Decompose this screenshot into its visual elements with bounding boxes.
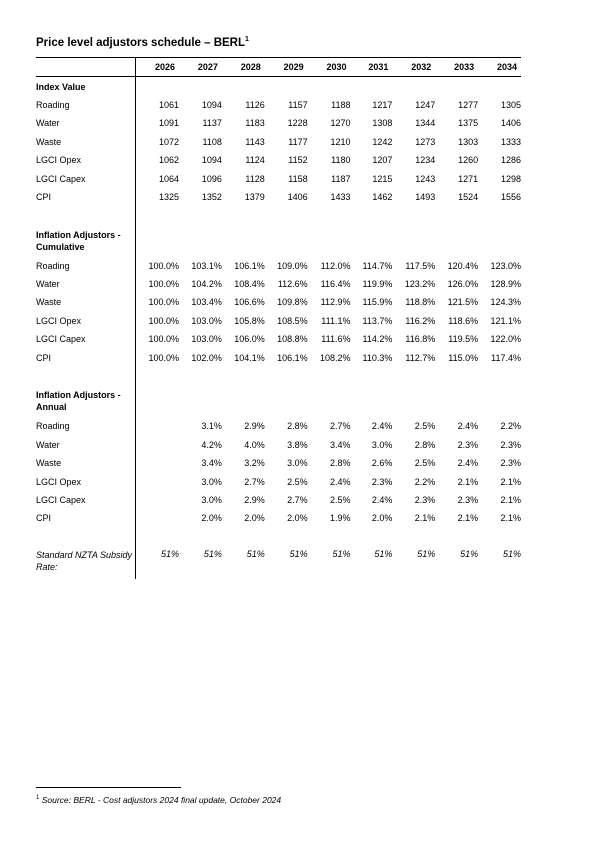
page-title <box>36 36 249 49</box>
value-cell: 109.8% <box>277 297 308 308</box>
value-cell: 1091 <box>159 118 180 129</box>
value-cell: 106.0% <box>234 334 265 345</box>
title-footnote-ref: 1 <box>245 36 249 43</box>
value-cell: 3.0% <box>287 458 308 469</box>
section-heading-row <box>36 225 521 257</box>
value-cell: 1247 <box>415 99 436 110</box>
empty-cell <box>308 385 351 417</box>
subsidy-rate-cell: 51% <box>246 548 265 559</box>
value-cell: 106.6% <box>234 297 265 308</box>
empty-cell <box>179 77 222 96</box>
empty-cell <box>350 385 392 417</box>
empty-cell <box>222 385 265 417</box>
empty-cell <box>435 367 478 385</box>
value-cell: 114.2% <box>362 334 393 345</box>
value-cell: 2.6% <box>371 458 393 469</box>
value-cell: 1303 <box>458 136 479 147</box>
row-label: Waste <box>36 454 136 472</box>
subsidy-rate-label: Standard NZTA Subsidy Rate: <box>36 546 136 579</box>
row-label: Roading <box>36 96 136 114</box>
value-cell: 2.1% <box>457 513 479 524</box>
section-heading: Inflation Adjustors - Annual <box>36 385 136 417</box>
row-label: LGCI Opex <box>36 151 136 169</box>
value-cell: 3.2% <box>244 458 265 469</box>
value-cell: 109.0% <box>277 260 308 271</box>
empty-cell <box>350 206 392 224</box>
value-cell: 120.4% <box>447 260 479 271</box>
table-row <box>36 454 521 472</box>
value-cell: 113.7% <box>362 315 393 326</box>
subsidy-rate-cell: 51% <box>332 548 351 559</box>
table-row <box>36 133 521 151</box>
empty-cell <box>222 77 265 96</box>
value-cell: 1493 <box>415 191 436 202</box>
value-cell: 1062 <box>159 155 180 166</box>
value-cell: 1273 <box>415 136 436 147</box>
subsidy-rate-row <box>36 546 521 579</box>
value-cell: 114.7% <box>362 260 393 271</box>
value-cell: 1234 <box>415 155 436 166</box>
value-cell: 100.0% <box>148 260 180 271</box>
empty-cell <box>222 367 265 385</box>
value-cell: 3.4% <box>201 458 222 469</box>
value-cell: 2.4% <box>371 495 393 505</box>
value-cell: 1157 <box>288 99 308 110</box>
value-cell: 1188 <box>331 99 351 110</box>
empty-cell <box>392 225 435 257</box>
value-cell: 3.8% <box>287 439 308 450</box>
value-cell: 1061 <box>159 99 180 110</box>
value-cell: 118.8% <box>405 297 436 308</box>
value-cell: 1228 <box>287 118 308 129</box>
table-row <box>36 436 521 454</box>
title-text: Price level adjustors schedule – BERL <box>36 36 245 49</box>
value-cell: 3.1% <box>201 421 222 432</box>
value-cell: 1308 <box>372 118 393 129</box>
row-label: LGCI Opex <box>36 312 136 330</box>
subsidy-rate-cell: 51% <box>203 548 222 559</box>
value-cell: 100.0% <box>148 315 180 326</box>
table-row <box>36 96 521 114</box>
year-header: 2029 <box>265 58 308 77</box>
table-row <box>36 188 521 206</box>
empty-cell <box>222 225 265 257</box>
table-row <box>36 348 521 366</box>
value-cell: 103.0% <box>191 315 222 326</box>
spacer-row <box>36 206 521 224</box>
value-cell: 1158 <box>288 173 308 184</box>
value-cell: 121.5% <box>447 297 479 308</box>
value-cell: 2.3% <box>500 439 521 450</box>
empty-cell <box>478 367 521 385</box>
value-cell: 2.1% <box>500 513 521 524</box>
value-cell: 1406 <box>500 118 521 129</box>
value-cell: 123.2% <box>404 279 436 290</box>
value-cell: 123.0% <box>490 260 521 271</box>
subsidy-rate-cell: 51% <box>417 548 436 559</box>
empty-cell <box>308 528 351 546</box>
value-cell: 2.0% <box>287 513 308 524</box>
row-label: CPI <box>36 188 136 206</box>
table-row <box>36 472 521 490</box>
row-label: Roading <box>36 417 136 435</box>
value-cell: 1064 <box>159 173 180 184</box>
value-cell <box>136 436 180 454</box>
table-row <box>36 293 521 311</box>
empty-cell <box>179 528 222 546</box>
value-cell: 1524 <box>458 191 479 202</box>
value-cell: 116.8% <box>405 334 436 345</box>
value-cell: 117.4% <box>491 352 521 363</box>
table-row <box>36 257 521 275</box>
value-cell: 112.0% <box>320 260 351 271</box>
row-label: CPI <box>36 348 136 366</box>
header-label-cell <box>36 58 136 77</box>
value-cell: 2.5% <box>414 421 436 432</box>
value-cell: 108.8% <box>277 334 308 345</box>
value-cell: 100.0% <box>148 352 180 363</box>
value-cell: 1126 <box>245 99 265 110</box>
value-cell: 2.3% <box>414 495 436 505</box>
value-cell: 1152 <box>288 155 308 166</box>
value-cell: 1217 <box>372 99 393 110</box>
row-label: Water <box>36 114 136 132</box>
empty-cell <box>435 528 478 546</box>
value-cell: 119.5% <box>448 334 479 345</box>
value-cell: 1270 <box>330 118 351 129</box>
value-cell: 1183 <box>245 118 265 129</box>
value-cell <box>136 472 180 490</box>
value-cell: 1556 <box>500 191 521 202</box>
value-cell: 121.1% <box>490 315 521 326</box>
value-cell: 116.4% <box>320 279 351 290</box>
value-cell: 1352 <box>201 191 222 202</box>
value-cell: 119.9% <box>362 279 393 290</box>
row-label: Water <box>36 436 136 454</box>
empty-cell <box>265 367 308 385</box>
value-cell <box>136 454 180 472</box>
empty-cell <box>265 528 308 546</box>
empty-cell <box>435 225 478 257</box>
value-cell: 103.0% <box>191 334 222 345</box>
table-row <box>36 330 521 348</box>
section-heading: Index Value <box>36 77 136 96</box>
row-label: Waste <box>36 293 136 311</box>
empty-cell <box>435 385 478 417</box>
empty-cell <box>308 225 351 257</box>
value-cell: 1137 <box>202 118 222 129</box>
value-cell: 118.6% <box>448 315 479 326</box>
value-cell: 111.6% <box>321 334 351 345</box>
value-cell: 1344 <box>415 118 436 129</box>
value-cell: 1094 <box>201 99 222 110</box>
value-cell: 126.0% <box>447 279 479 290</box>
empty-cell <box>478 385 521 417</box>
row-label: LGCI Opex <box>36 472 136 490</box>
empty-cell <box>350 225 392 257</box>
table-row <box>36 169 521 187</box>
price-adjustors-table <box>36 57 521 579</box>
empty-cell <box>392 367 435 385</box>
value-cell: 103.4% <box>191 297 222 308</box>
empty-cell <box>392 77 435 96</box>
value-cell: 2.4% <box>457 421 479 432</box>
row-label: LGCI Capex <box>36 169 136 187</box>
value-cell: 1406 <box>287 191 308 202</box>
value-cell: 100.0% <box>148 297 180 308</box>
year-header: 2034 <box>478 58 521 77</box>
value-cell: 1215 <box>372 173 393 184</box>
value-cell: 100.0% <box>148 334 180 345</box>
year-header: 2030 <box>308 58 351 77</box>
value-cell: 2.4% <box>371 421 393 432</box>
value-cell: 3.0% <box>201 495 222 505</box>
value-cell: 117.5% <box>405 260 436 271</box>
value-cell: 1305 <box>500 99 521 110</box>
value-cell: 3.0% <box>371 439 393 450</box>
table-row <box>36 509 521 527</box>
value-cell: 1333 <box>500 136 521 147</box>
empty-cell <box>179 367 222 385</box>
table-row <box>36 312 521 330</box>
value-cell: 2.7% <box>287 495 308 505</box>
value-cell: 1096 <box>201 173 222 184</box>
value-cell: 100.0% <box>148 279 180 290</box>
row-label: LGCI Capex <box>36 330 136 348</box>
value-cell: 103.1% <box>191 260 222 271</box>
footnote-ref: 1 <box>36 795 40 802</box>
value-cell: 2.7% <box>244 476 265 487</box>
footnote-text: Source: BERL - Cost adjustors 2024 final update, October 2024 <box>41 795 282 805</box>
spacer-row <box>36 367 521 385</box>
empty-cell <box>136 225 180 257</box>
value-cell: 105.8% <box>234 315 265 326</box>
row-label: Waste <box>36 133 136 151</box>
value-cell <box>136 509 180 527</box>
section-heading: Inflation Adjustors - Cumulative <box>36 225 136 257</box>
value-cell: 2.4% <box>329 476 351 487</box>
value-cell: 1177 <box>288 136 308 147</box>
value-cell: 116.2% <box>405 315 436 326</box>
year-header: 2031 <box>350 58 392 77</box>
value-cell: 1108 <box>202 136 222 147</box>
value-cell: 1325 <box>159 191 180 202</box>
value-cell: 1128 <box>245 173 265 184</box>
empty-cell <box>478 528 521 546</box>
empty-cell <box>265 385 308 417</box>
empty-cell <box>265 225 308 257</box>
table-row <box>36 151 521 169</box>
value-cell: 1277 <box>458 99 479 110</box>
value-cell <box>136 491 180 509</box>
empty-cell <box>222 528 265 546</box>
value-cell: 2.9% <box>244 495 265 505</box>
empty-cell <box>478 225 521 257</box>
value-cell: 1.9% <box>329 513 351 524</box>
value-cell: 115.9% <box>362 297 393 308</box>
value-cell: 2.5% <box>329 495 351 505</box>
value-cell: 1379 <box>244 191 265 202</box>
value-cell: 1462 <box>372 191 393 202</box>
value-cell: 2.5% <box>414 458 436 469</box>
value-cell: 1210 <box>330 136 351 147</box>
subsidy-rate-cell: 51% <box>289 548 308 559</box>
empty-cell <box>350 528 392 546</box>
value-cell: 2.3% <box>457 439 479 450</box>
row-label: CPI <box>36 509 136 527</box>
empty-cell <box>136 367 180 385</box>
value-cell: 108.4% <box>234 279 265 290</box>
subsidy-rate-cell: 51% <box>460 548 479 559</box>
year-header: 2026 <box>136 58 180 77</box>
value-cell: 122.0% <box>490 334 521 345</box>
value-cell: 2.0% <box>201 513 222 524</box>
value-cell: 3.4% <box>329 439 351 450</box>
empty-cell <box>308 206 351 224</box>
row-label: Roading <box>36 257 136 275</box>
value-cell: 1433 <box>330 191 351 202</box>
value-cell: 1143 <box>245 136 265 147</box>
value-cell: 2.9% <box>244 421 265 432</box>
value-cell: 112.6% <box>277 279 308 290</box>
empty-cell <box>392 206 435 224</box>
footnote <box>36 795 281 805</box>
value-cell: 2.7% <box>329 421 351 432</box>
empty-cell <box>222 206 265 224</box>
empty-cell <box>179 206 222 224</box>
year-header-row <box>36 58 521 77</box>
value-cell: 102.0% <box>191 352 222 363</box>
value-cell: 112.9% <box>320 297 351 308</box>
row-label: Water <box>36 275 136 293</box>
value-cell: 2.8% <box>414 439 436 450</box>
value-cell: 2.5% <box>287 476 308 487</box>
section-heading-row <box>36 385 521 417</box>
value-cell: 3.0% <box>201 476 222 487</box>
value-cell: 2.1% <box>414 513 436 524</box>
value-cell: 4.0% <box>244 439 265 450</box>
value-cell: 1072 <box>159 136 180 147</box>
subsidy-rate-cell: 51% <box>502 548 521 559</box>
section-heading-row <box>36 77 521 96</box>
value-cell: 2.2% <box>414 476 436 487</box>
subsidy-rate-cell: 51% <box>374 548 393 559</box>
value-cell: 112.7% <box>405 352 436 363</box>
value-cell: 2.0% <box>371 513 393 524</box>
value-cell <box>136 417 180 435</box>
value-cell: 110.3% <box>362 352 393 363</box>
value-cell: 1243 <box>415 173 436 184</box>
value-cell: 124.3% <box>490 297 521 308</box>
value-cell: 2.1% <box>500 476 521 487</box>
value-cell: 2.3% <box>457 495 479 505</box>
year-header: 2032 <box>392 58 435 77</box>
value-cell: 2.4% <box>457 458 479 469</box>
empty-cell <box>179 225 222 257</box>
row-label: LGCI Capex <box>36 491 136 509</box>
value-cell: 115.0% <box>448 352 479 363</box>
value-cell: 1375 <box>458 118 479 129</box>
value-cell: 106.1% <box>277 352 308 363</box>
empty-cell <box>350 367 392 385</box>
value-cell: 1124 <box>245 155 265 166</box>
empty-cell <box>308 367 351 385</box>
empty-cell <box>179 385 222 417</box>
value-cell: 108.5% <box>277 315 308 326</box>
value-cell: 2.1% <box>500 495 521 505</box>
value-cell: 2.8% <box>329 458 351 469</box>
value-cell: 2.3% <box>371 476 393 487</box>
year-header: 2028 <box>222 58 265 77</box>
value-cell: 1187 <box>331 173 351 184</box>
empty-cell <box>435 77 478 96</box>
empty-cell <box>265 206 308 224</box>
subsidy-rate-cell: 51% <box>161 548 180 559</box>
empty-cell <box>392 528 435 546</box>
empty-cell <box>478 206 521 224</box>
empty-cell <box>435 206 478 224</box>
spacer-cell <box>36 528 136 546</box>
empty-cell <box>136 206 180 224</box>
table-row <box>36 114 521 132</box>
value-cell: 1207 <box>372 155 393 166</box>
value-cell: 128.9% <box>490 279 521 290</box>
value-cell: 1242 <box>372 136 393 147</box>
value-cell: 2.1% <box>457 476 479 487</box>
spacer-cell <box>36 206 136 224</box>
value-cell: 106.1% <box>234 260 265 271</box>
value-cell: 2.8% <box>287 421 308 432</box>
table-row <box>36 491 521 509</box>
value-cell: 1260 <box>458 155 479 166</box>
footnote-divider <box>36 787 181 788</box>
value-cell: 111.1% <box>321 315 351 326</box>
spacer-cell <box>36 367 136 385</box>
empty-cell <box>350 77 392 96</box>
empty-cell <box>308 77 351 96</box>
value-cell: 108.2% <box>319 352 351 363</box>
value-cell: 104.1% <box>234 352 265 363</box>
empty-cell <box>265 77 308 96</box>
table-row <box>36 275 521 293</box>
year-header: 2033 <box>435 58 478 77</box>
value-cell: 4.2% <box>201 439 222 450</box>
spacer-row <box>36 528 521 546</box>
value-cell: 1180 <box>331 155 351 166</box>
value-cell: 1271 <box>458 173 479 184</box>
value-cell: 104.2% <box>191 279 222 290</box>
year-header: 2027 <box>179 58 222 77</box>
empty-cell <box>136 528 180 546</box>
value-cell: 2.0% <box>244 513 265 524</box>
value-cell: 2.3% <box>500 458 521 469</box>
empty-cell <box>478 77 521 96</box>
value-cell: 1286 <box>500 155 521 166</box>
empty-cell <box>136 77 180 96</box>
empty-cell <box>392 385 435 417</box>
value-cell: 1298 <box>500 173 521 184</box>
value-cell: 1094 <box>201 155 222 166</box>
table-row <box>36 417 521 435</box>
value-cell: 2.2% <box>500 421 521 432</box>
empty-cell <box>136 385 180 417</box>
